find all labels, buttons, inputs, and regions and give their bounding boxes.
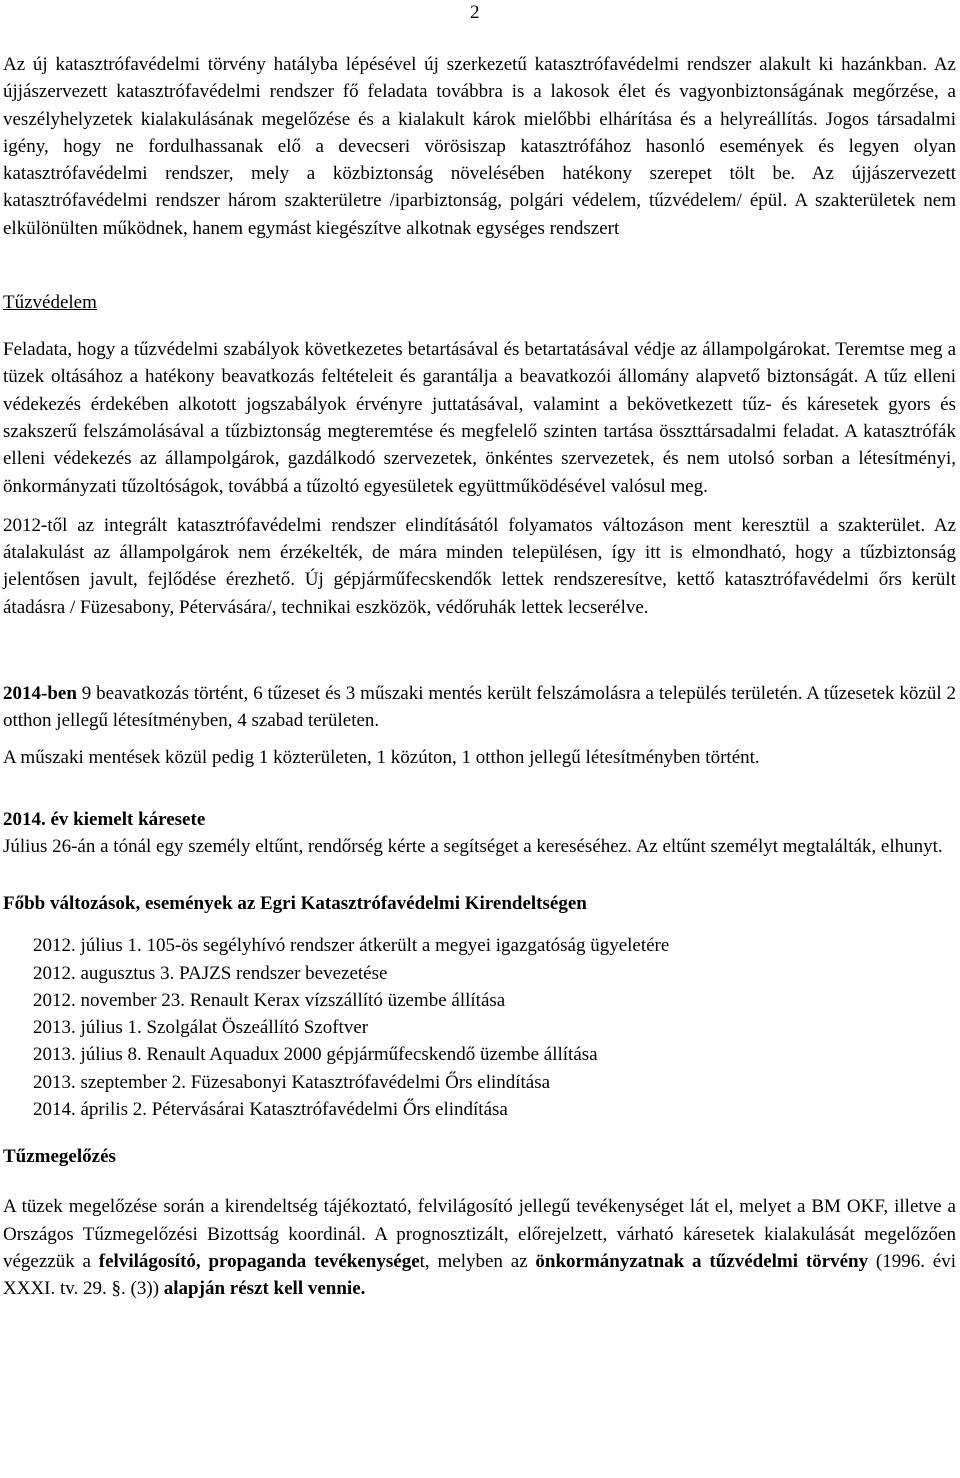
list-item: 2013. szeptember 2. Füzesabonyi Katasztrófavédelmi Őrs elindítása bbox=[33, 1071, 551, 1093]
stats-2014-paragraph-1: 2014-ben 9 beavatkozás történt, 6 tűzeset és 3 műszaki mentés került felszámolásra a település területén. A tűzesetek közül 2 otthon jellegű létesítményben, 4 szabad területen. bbox=[3, 683, 956, 732]
list-item: 2012. július 1. 105-ös segélyhívó rendszer átkerült a megyei igazgatóság ügyeletére bbox=[33, 935, 670, 957]
heading-tuzmegelozes: Tűzmegelőzés bbox=[3, 1146, 116, 1168]
heading-kiemelt-karesete: 2014. év kiemelt káresete bbox=[3, 808, 206, 830]
valtozasok-list bbox=[3, 932, 956, 1123]
document-body bbox=[3, 51, 956, 1303]
heading-valtozasok: Főbb változások, események az Egri Katasztrófavédelmi Kirendeltségen bbox=[3, 893, 587, 915]
page-number: 2 bbox=[470, 2, 480, 23]
heading-tuzvedelem: Tűzvédelem bbox=[3, 292, 97, 314]
kiemelt-karesete-text: Július 26-án a tónál egy személy eltűnt, rendőrség kérte a segítséget a kereséséhez. Az eltűnt személyt megtalálták, elhunyt. bbox=[3, 835, 943, 857]
intro-paragraph: Az új katasztrófavédelmi törvény hatályba lépésével új szerkezetű katasztrófavédelmi rendszer alakult ki hazánkban. Az újjászervezett katasztrófavédelmi rendszer fő feladata továbbra is a lakosok élet és vagyonbiztonságának megőrzése, a veszélyhelyzetek kialakulásának megelőzése és a kialakult károk mielőbbi elhárítása és a helyreállítás. Jogos társadalmi igény, hogy ne fordulhassanak elő a devecseri vörösiszap katasztrófához hasonló események és legyen olyan katasztrófavédelmi rendszer, mely a közbiztonság növelésében hatékony szerepet tölt be. Az újjászervezett katasztrófavédelmi rendszer három szakterületre /iparbiztonság, polgári védelem, tűzvédelem/ épül. A szakterületek nem elkülönülten működnek, hanem egymást kiegészítve alkotnak egységes rendszert bbox=[3, 54, 957, 239]
list-item: 2013. július 8. Renault Aquadux 2000 gépjárműfecskendő üzembe állítása bbox=[33, 1044, 598, 1066]
list-item: 2013. július 1. Szolgálat Öszeállító Szoftver bbox=[33, 1017, 369, 1039]
list-item: 2012. november 23. Renault Kerax vízszállító üzembe állítása bbox=[33, 989, 506, 1011]
tuzvedelem-paragraph-2: 2012-től az integrált katasztrófavédelmi rendszer elindításától folyamatos változáson ment keresztül a szakterület. Az átalakulást az állampolgárok nem érzékelték, de mára minden településen, így itt is elmondható, hogy a tűzbiztonság jelentősen javult, fejlődése érezhető. Új gépjárműfecskendők lettek rendszeresítve, kettő katasztrófavédelmi őrs került átadásra / Füzesabony, Pétervására/, technikai eszközök, védőruhák lettek lecserélve. bbox=[3, 514, 956, 618]
tuzvedelem-paragraph-1: Feladata, hogy a tűzvédelmi szabályok következetes betartásával és betartatásával védje az állampolgárokat. Teremtse meg a tüzek oltásához a hatékony beavatkozás feltételeit és garantálja a beavatkozói állomány alapvető biztonságát. A tűz elleni védekezés érdekében alkotott jogszabályok érvényre juttatásával, valamint a bekövetkezett tűz- és káresetek gyors és szakszerű felszámolásával a tűzbiztonság megteremtése és megfelelő szinten tartása összttársadalmi feladat. A katasztrófák elleni védekezés az állampolgárok, gazdálkodó szervezetek, önkéntes szervezetek, és nem utolsó sorban a létesítményi, önkormányzati tűzoltóságok, továbbá a tűzoltó egyesületek együttműködésével valósul meg. bbox=[3, 339, 956, 497]
tuzmegelozes-paragraph: A tüzek megelőzése során a kirendeltség tájékoztató, felvilágosító jellegű tevékenységet lát el, melyet a BM OKF, illetve a Országos Tűzmegelőzési Bizottság koordinál. A prognosztizált, előrejelzett, várható káresetek kialakulását megelőzően végezzük a felvilágosító, propaganda tevékenységet, melyben az önkormányzatnak a tűzvédelmi törvény (1996. évi XXXI. tv. 29. §. (3)) alapján részt kell vennie. bbox=[3, 1196, 956, 1300]
stats-2014-paragraph-2: A műszaki mentések közül pedig 1 közterületen, 1 közúton, 1 otthon jellegű létesítményben történt. bbox=[3, 746, 760, 768]
list-item: 2014. április 2. Pétervásárai Katasztrófavédelmi Őrs elindítása bbox=[33, 1099, 508, 1121]
list-item: 2012. augusztus 3. PAJZS rendszer bevezetése bbox=[33, 962, 388, 984]
